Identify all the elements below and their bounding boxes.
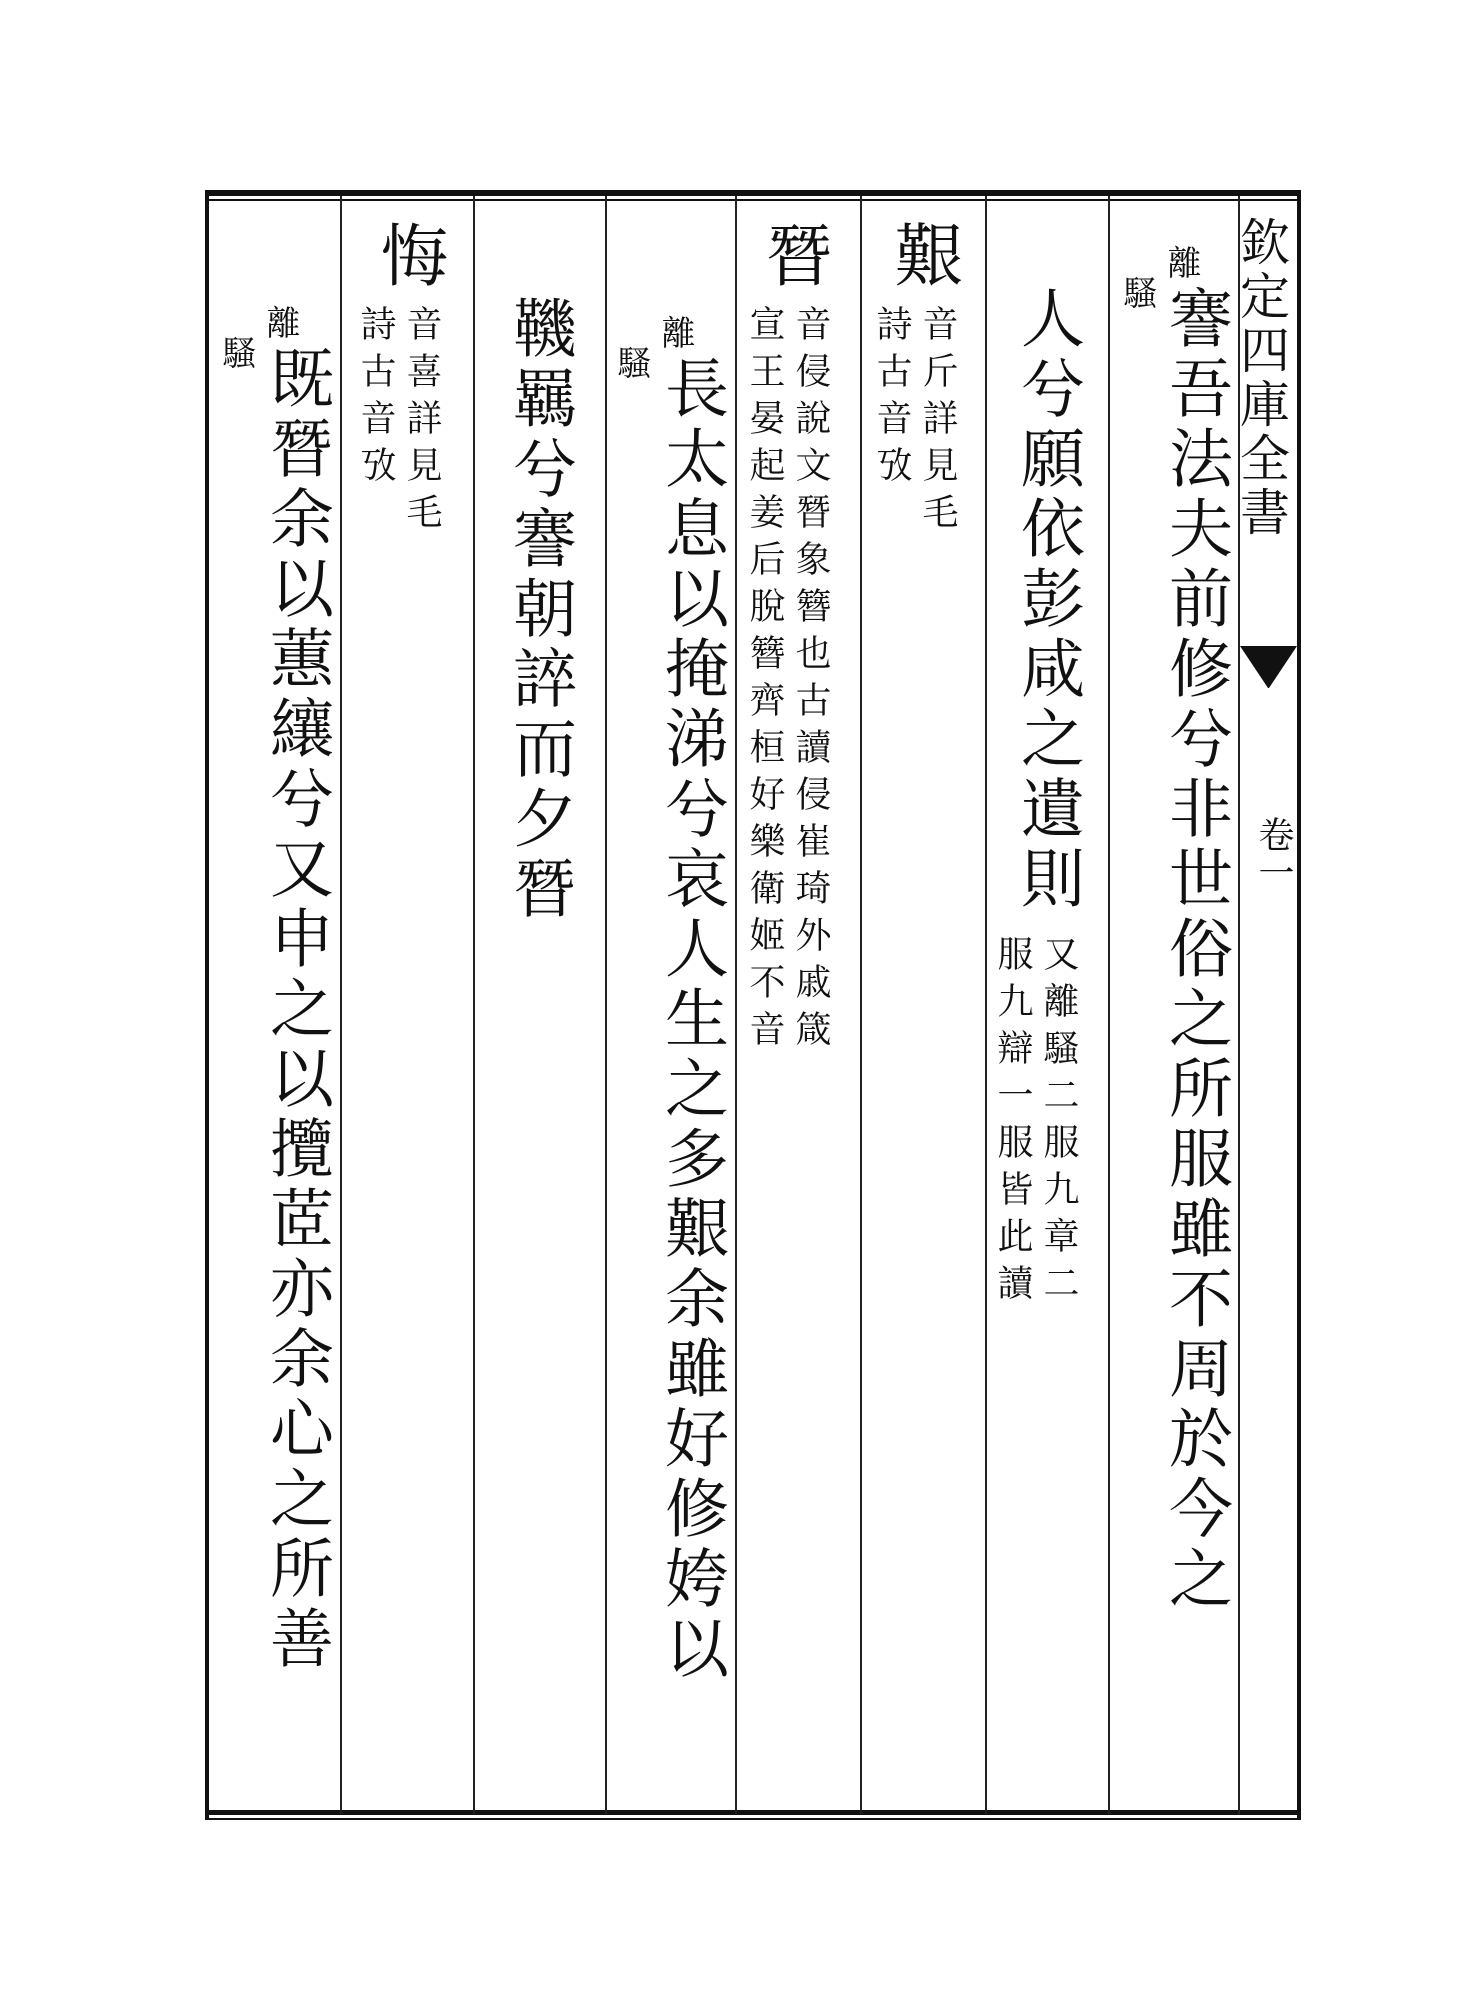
source-label: 離 騷 (216, 305, 300, 369)
frame-left-rule (205, 190, 209, 1820)
text-column-4 (738, 215, 858, 1805)
column-divider (735, 196, 737, 1814)
column-divider (473, 196, 475, 1814)
main-text: 既朁余以蕙纕兮又申之以攬茝亦余心之所善 (259, 345, 333, 1675)
headword: 艱 (883, 220, 962, 288)
source-label: 離 騷 (611, 315, 695, 379)
main-text: 長太息以掩涕兮哀人生之多艱余雖好修姱以 (654, 355, 728, 1685)
headword: 朁 (754, 220, 833, 288)
volume-label: 卷一 (1253, 816, 1294, 892)
frame-top-rule (205, 190, 1300, 196)
source-label: 離 騷 (1117, 245, 1201, 309)
column-divider (605, 196, 607, 1814)
text-column-7 (343, 215, 471, 1805)
main-text: 鞿羈兮謇朝誶而夕朁 (502, 295, 576, 925)
annotation: 音侵說文朁象簪也古讀侵崔琦外戚箴 宣王晏起姜后脫簪齊桓好樂衛姬不音 (744, 305, 831, 1057)
frame-bottom-rule (205, 1810, 1300, 1815)
main-text: 謇吾法夫前修兮非世俗之所服雖不周於今之 (1158, 285, 1232, 1615)
text-column-8 (211, 215, 339, 1805)
annotation: 音斤詳見毛 詩古音攷 (871, 305, 958, 540)
main-text: 人兮願依彭咸之遺則 (1010, 285, 1084, 915)
annotation: 又離騷二服九章二 服九辯一服皆此讀 (992, 935, 1079, 1311)
column-divider (340, 196, 342, 1814)
headword: 悔 (369, 220, 448, 288)
column-divider (860, 196, 862, 1814)
annotation: 音喜詳見毛 詩古音攷 (355, 305, 442, 540)
text-column-1 (1112, 215, 1236, 1805)
page-margin-column (1232, 196, 1297, 1814)
column-divider (1108, 196, 1110, 1814)
frame-right-rule (1297, 190, 1301, 1820)
text-column-2 (988, 215, 1108, 1805)
frame-top-rule-inner (205, 199, 1300, 201)
column-divider (985, 196, 987, 1814)
text-column-3 (863, 215, 983, 1805)
book-title: 欽定四庫全書 (1232, 216, 1290, 540)
text-column-6 (476, 215, 604, 1805)
fishtail-mark (1240, 646, 1297, 688)
frame-bottom-rule-inner (205, 1818, 1300, 1820)
text-column-5 (608, 215, 734, 1805)
